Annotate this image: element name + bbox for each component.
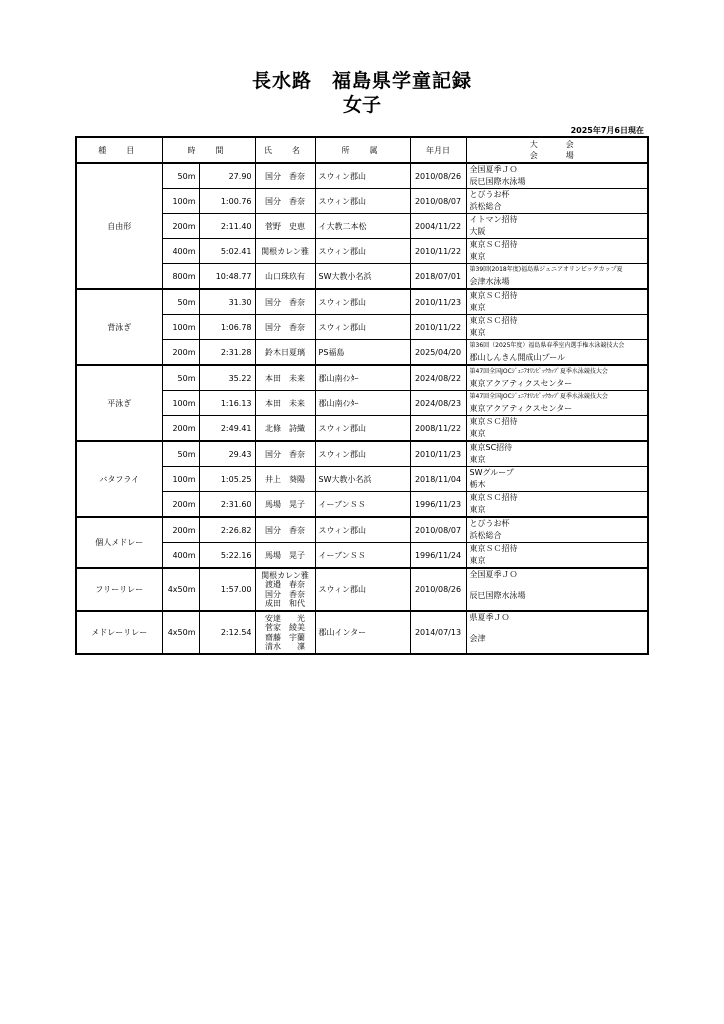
relay-swimmer-name: 菅家 綾美 [265, 623, 305, 632]
table-row [76, 214, 648, 239]
table-row [76, 543, 648, 569]
record-date: 2025/04/20 [410, 340, 466, 366]
header-event: 種 目 [76, 137, 162, 163]
team-name: スウィン郡山 [315, 568, 410, 611]
swimmer-name: 関根カレン雅 [255, 239, 315, 264]
record-date: 2010/08/26 [410, 163, 466, 189]
record-time: 27.90 [199, 163, 255, 189]
table-row [76, 492, 648, 518]
meet-cell [466, 264, 648, 290]
relay-swimmer-name: 成田 和代 [265, 599, 305, 608]
meet-venue: 東京 [469, 252, 486, 261]
event-label: 平泳ぎ [76, 365, 162, 441]
meet-name: 第47回全国JOCｼﾞｭﾆｱｵﾘﾝﾋﾟｯｸｶｯﾌﾟ夏季水泳競技大会 [469, 393, 608, 400]
meet-venue: 東京 [469, 429, 486, 438]
team-name: スウィン郡山 [315, 315, 410, 340]
event-label: フリーリレー [76, 568, 162, 611]
distance: 200m [162, 340, 199, 366]
meet-cell [466, 365, 648, 391]
record-time: 10:48.77 [199, 264, 255, 290]
team-name: 郡山インター [315, 611, 410, 654]
meet-venue: 会津 [469, 634, 486, 643]
records-body [76, 163, 648, 654]
record-date: 2010/08/07 [410, 189, 466, 214]
team-name: 郡山南ｲﾝﾀｰ [315, 365, 410, 391]
distance: 200m [162, 492, 199, 518]
swimmer-name: 馬場 晃子 [255, 492, 315, 518]
relay-swimmer-name: 齋藤 宇蘭 [265, 632, 305, 642]
distance: 4x50m [162, 611, 199, 654]
meet-venue: 東京アクアティクスセンター [469, 379, 573, 388]
distance: 100m [162, 467, 199, 492]
meet-cell [466, 163, 648, 189]
meet-name: 全国夏季ＪＯ [469, 165, 518, 174]
swimmer-name: 北條 詩織 [255, 416, 315, 442]
swimmer-name: 国分 香奈 [255, 315, 315, 340]
meet-name: 東京SC招待 [469, 443, 513, 452]
event-label: 自由形 [76, 163, 162, 289]
page-subtitle: 女子 [342, 94, 381, 116]
distance: 200m [162, 517, 199, 543]
record-date: 2010/11/23 [410, 289, 466, 315]
header-meet-line1: 大 会 [529, 140, 584, 149]
meet-name: とびうお杯 [469, 190, 510, 199]
record-date: 2008/11/22 [410, 416, 466, 442]
relay-swimmer-name: 関根カレン雅 [261, 570, 309, 580]
record-time: 1:05.25 [199, 467, 255, 492]
meet-cell [466, 214, 648, 239]
record-date: 2010/08/07 [410, 517, 466, 543]
table-row [76, 467, 648, 492]
record-date: 2024/08/23 [410, 391, 466, 416]
meet-venue: 東京 [469, 556, 486, 565]
meet-name: 東京ＳＣ招待 [469, 316, 518, 325]
swimmer-name: 本田 未来 [255, 391, 315, 416]
meet-name: イトマン招待 [469, 215, 518, 224]
record-time: 2:26.82 [199, 517, 255, 543]
record-date: 2010/11/22 [410, 239, 466, 264]
team-name: イーブンＳＳ [315, 543, 410, 569]
swimmer-name: 山口珠玖有 [255, 264, 315, 290]
record-time: 35.22 [199, 365, 255, 391]
swimmer-name: 国分 香奈 [255, 163, 315, 189]
record-date: 2004/11/22 [410, 214, 466, 239]
meet-name: とびうお杯 [469, 519, 510, 528]
table-row [76, 416, 648, 442]
as-of-date: 2025年7月6日現在 [570, 126, 644, 135]
swimmer-name: 井上 葵陽 [255, 467, 315, 492]
distance: 200m [162, 214, 199, 239]
record-time: 29.43 [199, 441, 255, 467]
record-time: 1:06.78 [199, 315, 255, 340]
meet-name: 東京ＳＣ招待 [469, 240, 518, 249]
table-row [76, 289, 648, 315]
table-row [76, 441, 648, 467]
swimmer-name: 国分 香奈 [255, 289, 315, 315]
team-name: SW大教小名浜 [315, 264, 410, 290]
header-meet [466, 137, 648, 163]
swimmer-name: 本田 未来 [255, 365, 315, 391]
record-date: 2014/07/13 [410, 611, 466, 654]
table-row [76, 189, 648, 214]
distance: 100m [162, 391, 199, 416]
meet-venue: 東京 [469, 455, 486, 464]
distance: 50m [162, 365, 199, 391]
record-time: 2:49.41 [199, 416, 255, 442]
meet-venue: 浜松総合 [469, 531, 502, 540]
team-name: スウィン郡山 [315, 441, 410, 467]
meet-cell [466, 492, 648, 518]
record-time: 2:31.28 [199, 340, 255, 366]
header-meet-line2: 会 場 [529, 151, 584, 160]
table-row [76, 163, 648, 189]
record-date: 2018/11/04 [410, 467, 466, 492]
relay-swimmer-name: 清水 凜 [265, 642, 305, 651]
header-time: 時 間 [162, 137, 255, 163]
table-row [76, 340, 648, 366]
meet-cell [466, 611, 648, 654]
swimmer-name: 馬場 晃子 [255, 543, 315, 569]
record-time: 2:12.54 [199, 611, 255, 654]
record-date: 1996/11/24 [410, 543, 466, 569]
event-label: 背泳ぎ [76, 289, 162, 365]
table-row [76, 611, 648, 654]
meet-venue: 大阪 [469, 227, 486, 236]
meet-venue: 栃木 [469, 480, 486, 489]
record-date: 1996/11/23 [410, 492, 466, 518]
meet-name: 第36回（2025年度）福島県春季室内選手権水泳競技大会 [469, 342, 625, 349]
team-name: イ大教二本松 [315, 214, 410, 239]
meet-venue: 辰巳国際水泳場 [469, 177, 526, 186]
spacer [470, 581, 645, 590]
relay-swimmer-name: 渡邉 春奈 [265, 580, 305, 589]
meet-name: 東京ＳＣ招待 [469, 417, 518, 426]
meet-name: 東京ＳＣ招待 [469, 291, 518, 300]
relay-swimmers [255, 568, 315, 611]
distance: 800m [162, 264, 199, 290]
meet-cell [466, 189, 648, 214]
distance: 100m [162, 315, 199, 340]
record-time: 1:16.13 [199, 391, 255, 416]
meet-cell [466, 568, 648, 611]
team-name: SW大教小名浜 [315, 467, 410, 492]
record-time: 5:22.16 [199, 543, 255, 569]
meet-name: 第47回全国JOCｼﾞｭﾆｱｵﾘﾝﾋﾟｯｸｶｯﾌﾟ夏季水泳競技大会 [469, 368, 608, 375]
team-name: スウィン郡山 [315, 289, 410, 315]
swimmer-name: 国分 香奈 [255, 441, 315, 467]
meet-venue: 辰巳国際水泳場 [469, 591, 526, 600]
record-time: 2:31.60 [199, 492, 255, 518]
meet-cell [466, 289, 648, 315]
distance: 100m [162, 189, 199, 214]
table-row [76, 391, 648, 416]
meet-venue: 東京 [469, 303, 486, 312]
meet-cell [466, 239, 648, 264]
meet-venue: 東京 [469, 505, 486, 514]
header-row [76, 137, 648, 163]
meet-cell [466, 315, 648, 340]
distance: 400m [162, 543, 199, 569]
relay-swimmers [255, 611, 315, 654]
meet-name: 県夏季ＪＯ [469, 613, 510, 622]
meet-cell [466, 543, 648, 569]
meet-venue: 浜松総合 [469, 202, 502, 211]
table-row [76, 239, 648, 264]
meet-venue: 会津水泳場 [469, 277, 510, 286]
meet-cell [466, 441, 648, 467]
meet-venue: 東京アクアティクスセンター [469, 404, 573, 413]
meet-name: 東京ＳＣ招待 [469, 493, 518, 502]
record-time: 2:11.40 [199, 214, 255, 239]
team-name: スウィン郡山 [315, 416, 410, 442]
record-date: 2010/11/23 [410, 441, 466, 467]
meet-cell [466, 467, 648, 492]
event-label: 個人メドレー [76, 517, 162, 568]
team-name: スウィン郡山 [315, 163, 410, 189]
record-date: 2024/08/22 [410, 365, 466, 391]
swimmer-name: 菅野 史恵 [255, 214, 315, 239]
meet-venue: 郡山しんきん開成山プール [469, 353, 566, 362]
distance: 50m [162, 289, 199, 315]
meet-name: 全国夏季ＪＯ [469, 570, 518, 579]
team-name: スウィン郡山 [315, 239, 410, 264]
event-label: バタフライ [76, 441, 162, 517]
swimmer-name: 国分 香奈 [255, 189, 315, 214]
header-team: 所 属 [315, 137, 410, 163]
team-name: スウィン郡山 [315, 189, 410, 214]
meet-name: 第39回(2018年度)福島県ジュニアオリンピックカップ夏 [469, 266, 623, 273]
distance: 4x50m [162, 568, 199, 611]
meet-cell [466, 517, 648, 543]
team-name: イーブンＳＳ [315, 492, 410, 518]
distance: 200m [162, 416, 199, 442]
relay-swimmer-name: 国分 香奈 [265, 589, 305, 599]
relay-swimmer-name: 安達 光 [265, 613, 305, 623]
team-name: 郡山南ｲﾝﾀｰ [315, 391, 410, 416]
swimmer-name: 国分 香奈 [255, 517, 315, 543]
header-name: 氏 名 [255, 137, 315, 163]
distance: 50m [162, 163, 199, 189]
team-name: スウィン郡山 [315, 517, 410, 543]
page-title: 長水路 福島県学童記録 [251, 70, 472, 92]
event-label: メドレーリレー [76, 611, 162, 654]
records-table [75, 136, 649, 655]
record-time: 31.30 [199, 289, 255, 315]
team-name: PS福島 [315, 340, 410, 366]
record-time: 5:02.41 [199, 239, 255, 264]
meet-venue: 東京 [469, 328, 486, 337]
meet-name: SWグループ [469, 468, 514, 477]
table-row [76, 264, 648, 290]
record-time: 1:00.76 [199, 189, 255, 214]
distance: 50m [162, 441, 199, 467]
distance: 400m [162, 239, 199, 264]
meet-cell [466, 416, 648, 442]
record-date: 2010/11/22 [410, 315, 466, 340]
record-date: 2010/08/26 [410, 568, 466, 611]
table-row [76, 517, 648, 543]
record-time: 1:57.00 [199, 568, 255, 611]
record-date: 2018/07/01 [410, 264, 466, 290]
meet-name: 東京ＳＣ招待 [469, 544, 518, 553]
header-date: 年月日 [410, 137, 466, 163]
swimmer-name: 鈴木日夏璃 [255, 340, 315, 366]
meet-cell [466, 340, 648, 366]
table-row [76, 315, 648, 340]
table-row [76, 365, 648, 391]
table-row [76, 568, 648, 611]
spacer [470, 624, 645, 633]
meet-cell [466, 391, 648, 416]
